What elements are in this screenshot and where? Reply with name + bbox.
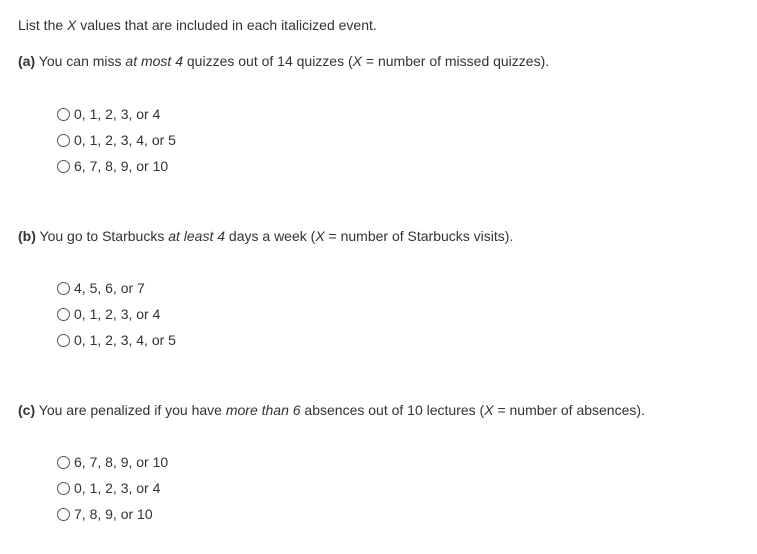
question-label: (c) — [18, 402, 36, 418]
option-c-3[interactable]: 7, 8, 9, or 10 — [57, 501, 168, 527]
option-a-3[interactable]: 6, 7, 8, 9, or 10 — [57, 153, 176, 179]
instructions: List the X values that are included in each italicized event. — [18, 17, 377, 33]
question-label: (a) — [18, 53, 36, 69]
option-c-2[interactable]: 0, 1, 2, 3, or 4 — [57, 475, 168, 501]
radio-button[interactable] — [57, 334, 70, 347]
radio-button[interactable] — [57, 308, 70, 321]
question-c: (c) You are penalized if you have more than 6 absences out of 10 lectures (X = number of absences). — [18, 402, 645, 418]
option-b-3[interactable]: 0, 1, 2, 3, 4, or 5 — [57, 327, 176, 353]
radio-button[interactable] — [57, 456, 70, 469]
option-b-2[interactable]: 0, 1, 2, 3, or 4 — [57, 301, 176, 327]
radio-button[interactable] — [57, 282, 70, 295]
question-b: (b) You go to Starbucks at least 4 days a week (X = number of Starbucks visits). — [18, 228, 514, 244]
option-a-2[interactable]: 0, 1, 2, 3, 4, or 5 — [57, 127, 176, 153]
option-b-1[interactable]: 4, 5, 6, or 7 — [57, 275, 176, 301]
options-c — [57, 449, 168, 527]
radio-button[interactable] — [57, 482, 70, 495]
radio-button[interactable] — [57, 108, 70, 121]
options-b — [57, 275, 176, 353]
radio-button[interactable] — [57, 160, 70, 173]
radio-button[interactable] — [57, 508, 70, 521]
variable-x: X — [67, 17, 77, 33]
question-label: (b) — [18, 228, 36, 244]
question-a: (a) You can miss at most 4 quizzes out of 14 quizzes (X = number of missed quizzes). — [18, 53, 550, 69]
options-a — [57, 101, 176, 179]
option-a-1[interactable]: 0, 1, 2, 3, or 4 — [57, 101, 176, 127]
radio-button[interactable] — [57, 134, 70, 147]
option-c-1[interactable]: 6, 7, 8, 9, or 10 — [57, 449, 168, 475]
